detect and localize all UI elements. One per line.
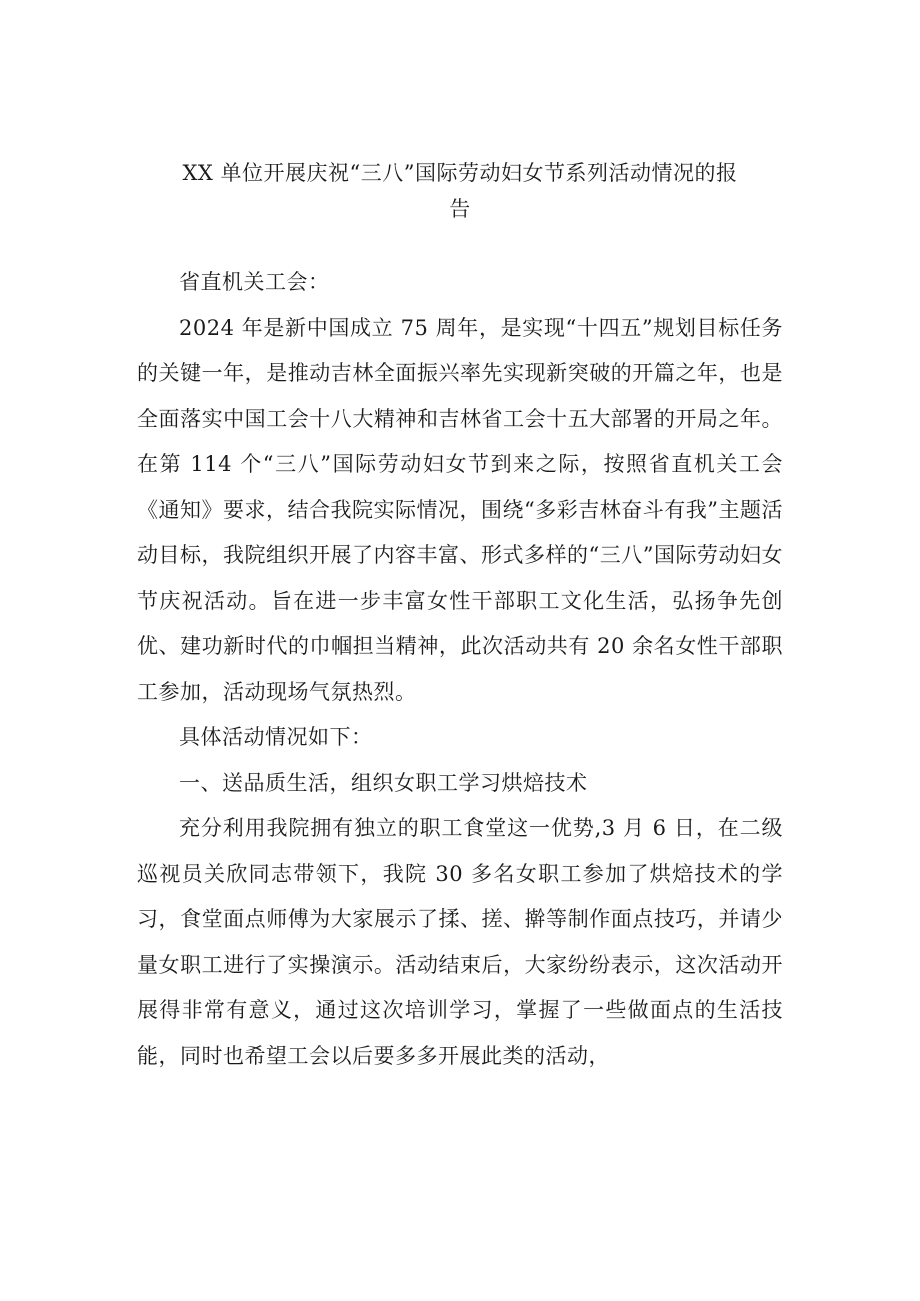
title-line-2: 告 bbox=[449, 197, 471, 221]
salutation: 省直机关工会： bbox=[179, 270, 330, 294]
title-line-1: XX 单位开展庆祝“三八”国际劳动妇女节系列活动情况的报 bbox=[182, 161, 738, 185]
paragraph-activities-lead: 具体活动情况如下： bbox=[179, 725, 373, 749]
paragraph-intro: 2024 年是新中国成立 75 周年，是实现“十四五”规划目标任务的关键一年，是推动吉林全面振兴率先实现新突破的开篇之年，也是全面落实中国工会十八大精神和吉林省工会十五大部署的开局之年。在第 114 个“三八”国际劳动妇女节到来之际，按照省直机关工会《通知》要求，结合我院实际情况，围绕“多彩吉林奋斗有我”主题活动目标，我院组织开展了内容丰富、形式多样的“三八”国际劳动妇女节庆祝活动。旨在进一步丰富女性干部职工文化生活，弘扬争先创优、建功新时代的巾帼担当精神，此次活动共有 20 余名女性干部职工参加，活动现场气氛热烈。 bbox=[137, 315, 783, 704]
document-title bbox=[137, 155, 783, 227]
paragraph-baking: 充分利用我院拥有独立的职工食堂这一优势,3 月 6 日，在二级巡视员关欣同志带领下，我院 30 多名女职工参加了烘焙技术的学习，食堂面点师傅为大家展示了揉、搓、擀等制作面点技巧，并请少量女职工进行了实操演示。活动结束后，大家纷纷表示，这次活动开展得非常有意义，通过这次培训学习，掌握了一些做面点的生活技能，同时也希望工会以后要多多开展此类的活动， bbox=[137, 816, 783, 1068]
document-body bbox=[137, 260, 783, 1079]
section-heading-1: 一、送品质生活，组织女职工学习烘焙技术 bbox=[179, 770, 588, 795]
